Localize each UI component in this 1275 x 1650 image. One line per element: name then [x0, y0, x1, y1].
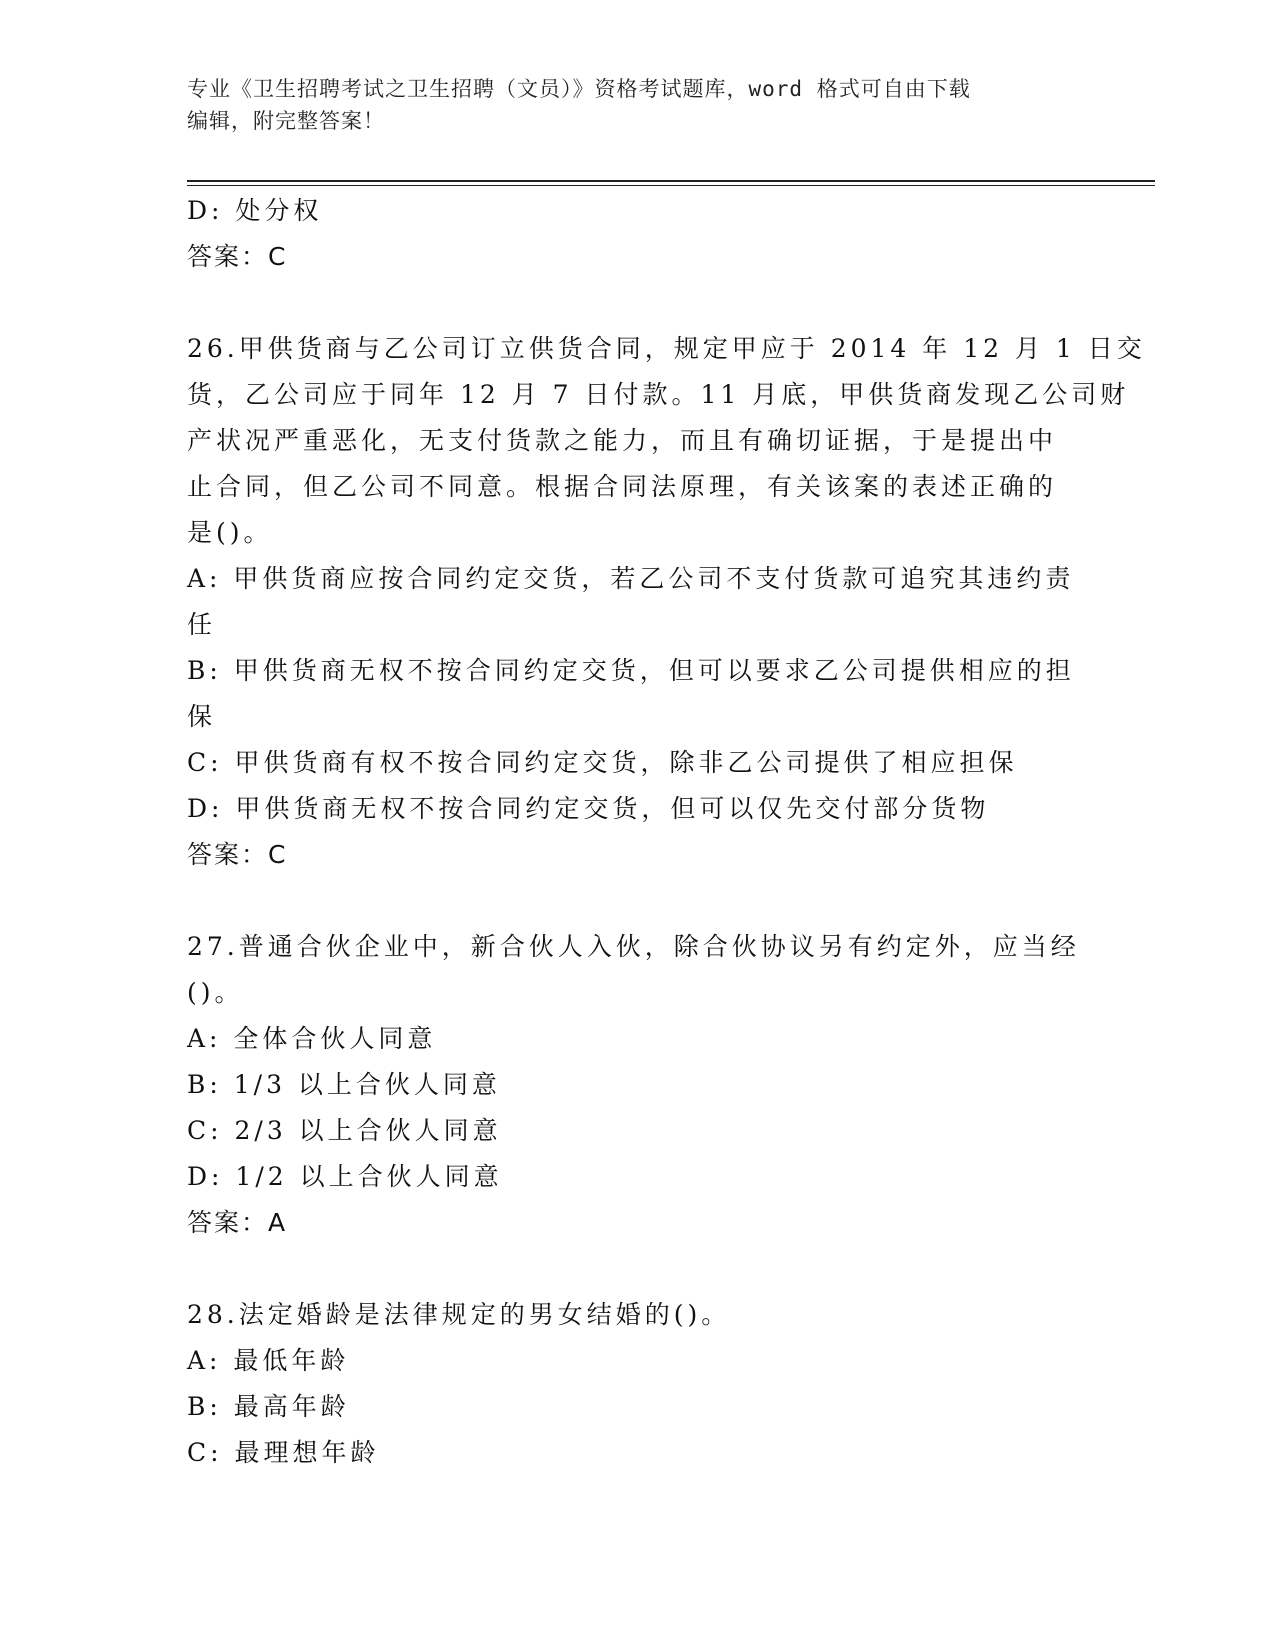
- question-text-line: 28.法定婚龄是法律规定的男女结婚的()。: [187, 1300, 731, 1329]
- option-c: C: 甲供货商有权不按合同约定交货，除非乙公司提供了相应担保: [187, 748, 1018, 777]
- question-text-line: 货，乙公司应于同年 12 月 7 日付款。11 月底，甲供货商发现乙公司财: [187, 380, 1130, 409]
- option-d: D: 甲供货商无权不按合同约定交货，但可以仅先交付部分货物: [187, 794, 990, 823]
- question-25-tail: [187, 188, 1087, 280]
- option-a: A: 最低年龄: [187, 1346, 350, 1375]
- header-line-2: 编辑，附完整答案！: [187, 109, 385, 133]
- option-b: B: 甲供货商无权不按合同约定交货，但可以要求乙公司提供相应的担: [187, 656, 1075, 685]
- option-d: D: 处分权: [187, 196, 323, 225]
- question-text-line: 是()。: [187, 518, 273, 547]
- header-divider-thick: [187, 180, 1155, 182]
- option-a: A: 全体合伙人同意: [187, 1024, 437, 1053]
- question-26: [187, 326, 1146, 878]
- answer: 答案：C: [187, 242, 288, 271]
- header-divider-thin: [187, 185, 1155, 186]
- question-text-line: 产状况严重恶化，无支付货款之能力，而且有确切证据，于是提出中: [187, 426, 1058, 455]
- question-28: [187, 1292, 1087, 1476]
- option-b: B: 最高年龄: [187, 1392, 350, 1421]
- question-text-line: ()。: [187, 978, 244, 1007]
- answer: 答案：C: [187, 840, 288, 869]
- question-27: [187, 924, 1087, 1246]
- option-a: A: 甲供货商应按合同约定交货，若乙公司不支付货款可追究其违约责: [187, 564, 1075, 593]
- spacer: [187, 1246, 1087, 1292]
- option-c: C: 2/3 以上合伙人同意: [187, 1116, 502, 1145]
- document-header: [187, 73, 1087, 137]
- option-a-continued: 任: [187, 610, 217, 639]
- question-list: [187, 188, 1146, 1476]
- question-text-line: 27.普通合伙企业中，新合伙人入伙，除合伙协议另有约定外，应当经: [187, 932, 1080, 961]
- question-text-line: 止合同，但乙公司不同意。根据合同法原理，有关该案的表述正确的: [187, 472, 1058, 501]
- option-c: C: 最理想年龄: [187, 1438, 380, 1467]
- option-b-continued: 保: [187, 702, 217, 731]
- header-line-1: 专业《卫生招聘考试之卫生招聘（文员）》资格考试题库，word 格式可自由下载: [187, 77, 971, 101]
- question-text-line: 26.甲供货商与乙公司订立供货合同，规定甲应于 2014 年 12 月 1 日交: [187, 334, 1146, 363]
- option-b: B: 1/3 以上合伙人同意: [187, 1070, 501, 1099]
- spacer: [187, 280, 1087, 326]
- spacer: [187, 878, 1087, 924]
- option-d: D: 1/2 以上合伙人同意: [187, 1162, 503, 1191]
- answer: 答案：A: [187, 1208, 288, 1237]
